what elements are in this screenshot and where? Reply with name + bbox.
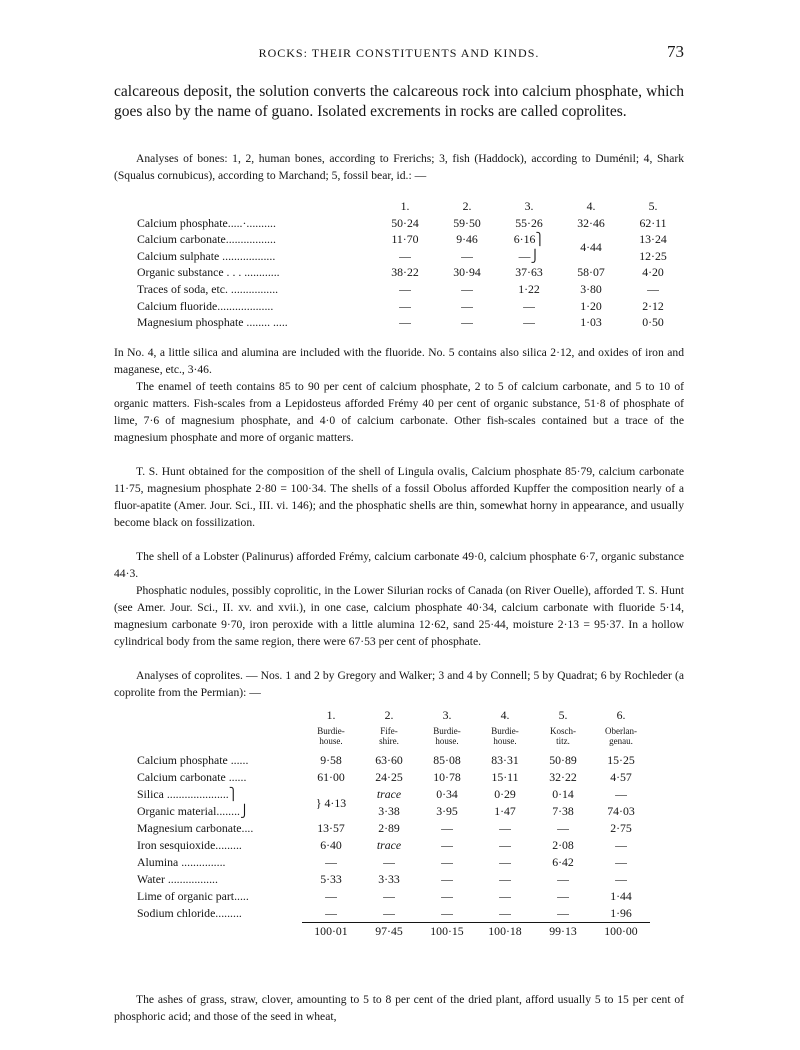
table-row <box>137 752 650 769</box>
table-cell: 30·94 <box>453 265 481 280</box>
table-cell: — <box>441 906 453 920</box>
table-cell: — <box>499 821 511 835</box>
table-row <box>137 281 684 298</box>
table-cell: 2·89 <box>378 821 400 835</box>
row-label: Organic material........⎭ <box>137 804 249 818</box>
brace-top-icon: ⎫ <box>535 232 545 247</box>
table-cell: — <box>557 872 569 886</box>
table-cell: — <box>499 838 511 852</box>
table-cell: — <box>557 821 569 835</box>
brace-icon: } <box>315 795 325 810</box>
table-row <box>137 905 650 923</box>
total-cell: 100·01 <box>302 923 360 941</box>
table-cell: 9·46 <box>456 232 478 247</box>
table-cell: 10·78 <box>433 770 461 784</box>
row-label: Calcium phosphate ...... <box>137 753 249 767</box>
paragraph-coprolites-intro: Analyses of coprolites. — Nos. 1 and 2 by Gregory and Walker; 3 and 4 by Connell; 5 by Quadrat; 6 by Rochleder (a coprolite from the Permian): — <box>114 669 684 699</box>
table-cell: 0·34 <box>436 787 458 801</box>
total-cell: 100·00 <box>592 923 650 941</box>
brace-top-icon: ⎫ <box>228 787 238 801</box>
table-cell: — <box>557 889 569 903</box>
bracketed-cell: } 4·13 <box>315 795 347 810</box>
row-label: Organic substance . . . ............ <box>137 265 280 280</box>
table-cell: — <box>441 889 453 903</box>
table-cell: — <box>383 855 395 869</box>
table-cell: — <box>615 872 627 886</box>
table-cell: 1·22 <box>518 281 540 296</box>
total-cell: 99·13 <box>534 923 592 941</box>
table-cell: 63·60 <box>375 753 403 767</box>
coprolites-analysis-table <box>137 706 650 940</box>
row-label: Calcium sulphate .................. <box>137 248 276 263</box>
table-cell: trace <box>376 787 402 801</box>
column-header: 5. <box>558 707 568 722</box>
locality-label: Burdie- house. <box>317 726 345 746</box>
column-header: 1. <box>326 707 336 722</box>
table-cell: 0·29 <box>494 787 516 801</box>
table-row <box>137 854 650 871</box>
table-cell: — <box>441 821 453 835</box>
table-cell: 1·96 <box>610 906 632 920</box>
table-cell: 62·11 <box>639 215 667 230</box>
table-cell: 13·57 <box>317 821 345 835</box>
table-cell: — <box>615 787 627 801</box>
brace-bottom-icon: ⎭ <box>530 248 540 263</box>
row-label: Traces of soda, etc. ................ <box>137 281 279 296</box>
page-header <box>114 44 684 66</box>
row-label: Calcium carbonate ...... <box>137 770 247 784</box>
table-cell: 3·33 <box>378 872 400 886</box>
table-cell: — <box>647 281 659 296</box>
table-cell: — <box>523 298 535 313</box>
table-cell: 32·46 <box>577 215 605 230</box>
table-cell: 61·00 <box>317 770 345 784</box>
table-cell: — <box>441 838 453 852</box>
row-label: Magnesium phosphate ........ ..... <box>137 315 288 330</box>
table-cell: 32·22 <box>549 770 577 784</box>
table-row <box>137 215 684 232</box>
table-cell: — <box>499 889 511 903</box>
table-cell: — <box>325 855 337 869</box>
table-cell: 6·40 <box>320 838 342 852</box>
bones-analysis-table <box>137 198 684 331</box>
table-cell: 6·42 <box>552 855 574 869</box>
table-cell: 50·24 <box>391 215 419 230</box>
paragraph-lobster: The shell of a Lobster (Palinurus) afforded Frémy, calcium carbonate 49·0, calcium phosphate 6·7, organic substance 44·3. <box>114 550 684 580</box>
paragraph-bones-intro: Analyses of bones: 1, 2, human bones, according to Frerichs; 3, fish (Haddock), according to Duménil; 4, Shark (Squalus cornubicus), according to Marchand; 5, fossil bear, id.: — <box>114 152 684 182</box>
table-cell: 74·03 <box>607 804 635 818</box>
table-cell: 2·08 <box>552 838 574 852</box>
table-cell: — <box>399 248 411 263</box>
table-header-row <box>137 706 650 724</box>
table-cell: 50·89 <box>549 753 577 767</box>
table-cell: — <box>461 315 473 330</box>
row-label: Magnesium carbonate.... <box>137 821 254 835</box>
table-header-row <box>137 198 684 215</box>
table-cell: — <box>499 906 511 920</box>
table-cell: — <box>499 872 511 886</box>
table-row <box>137 888 650 905</box>
table-cell: — <box>499 855 511 869</box>
table-cell: 13·24 <box>639 232 667 247</box>
table-cell: — <box>325 889 337 903</box>
table-cell: 59·50 <box>453 215 481 230</box>
table-cell: 2·12 <box>642 298 664 313</box>
table-cell: 12·25 <box>639 248 667 263</box>
table-row <box>137 231 684 248</box>
table-cell: —⎭ <box>518 248 540 263</box>
row-label: Lime of organic part..... <box>137 889 249 903</box>
table-row <box>137 837 650 854</box>
column-header: 5. <box>648 199 658 213</box>
table-row <box>137 314 684 331</box>
table-cell: 15·11 <box>491 770 519 784</box>
table-cell: — <box>441 872 453 886</box>
running-title: ROCKS: THEIR CONSTITUENTS AND KINDS. <box>258 46 540 60</box>
table-cell: 3·95 <box>436 804 458 818</box>
locality-label: Oberlan- genau. <box>605 726 637 746</box>
column-header: 2. <box>384 707 394 722</box>
table-cell: — <box>399 315 411 330</box>
table-cell: 85·08 <box>433 753 461 767</box>
row-label: Iron sesquioxide......... <box>137 838 242 852</box>
table-cell: — <box>615 838 627 852</box>
table-cell: — <box>325 906 337 920</box>
table-cell: — <box>399 281 411 296</box>
table-row <box>137 298 684 315</box>
table-cell: 83·31 <box>491 753 519 767</box>
locality-label: Fife- shire. <box>379 726 399 746</box>
table-cell: 9·58 <box>320 753 342 767</box>
column-header: 1. <box>400 199 410 213</box>
table-cell: 7·38 <box>552 804 574 818</box>
row-label: Calcium phosphate.....·.......... <box>137 215 276 230</box>
column-header: 6. <box>616 707 626 722</box>
row-label: Calcium carbonate................. <box>137 232 276 247</box>
table-cell: — <box>399 298 411 313</box>
page-number: 73 <box>667 42 684 61</box>
table-cell: 4·20 <box>642 265 664 280</box>
table-cell: 11·70 <box>391 232 419 247</box>
paragraph-lingula: T. S. Hunt obtained for the composition of the shell of Lingula ovalis, Calcium phosphate 85·79, calcium carbonate 11·75, magnesium phosphate 2·80 = 100·34. The shells of a fossil Obolus afforded Kupffer the composition nearly of a fluor-apatite (Amer. Jour. Sci., III. vi. 146); and the phosphatic shells are thin, somewhat horny in appearance, and usually become black on fossilization. <box>114 465 684 529</box>
column-header: 4. <box>500 707 510 722</box>
row-label: Water ................. <box>137 872 218 886</box>
table-cell: — <box>441 855 453 869</box>
table-cell: — <box>523 315 535 330</box>
brace-bottom-icon: ⎭ <box>239 804 249 818</box>
row-label: Calcium fluoride................... <box>137 298 274 313</box>
row-label: Silica .....................⎫ <box>137 787 238 801</box>
paragraph-nodules: Phosphatic nodules, possibly coprolitic, in the Lower Silurian rocks of Canada (on River Ouelle), afforded T. S. Hunt (see Amer. Jour. Sci., II. xv. and xvii.), in one case, calcium phosphate 40·34, calcium carbonate with fluoride 5·14, magnesium carbonate 9·70, iron peroxide with a little alumina 12·62, sand 25·44, moisture 2·13 = 95·37. In a hollow cylindrical body from the same region, there were 67·53 per cent of phosphate. <box>114 584 684 648</box>
table-cell: 58·07 <box>577 265 605 280</box>
table-cell: 55·26 <box>515 215 543 230</box>
total-cell: 97·45 <box>360 923 418 941</box>
locality-label: Kosch- titz. <box>550 726 576 746</box>
row-label: Alumina ............... <box>137 855 226 869</box>
locality-label: Burdie- house. <box>433 726 461 746</box>
bracketed-cell: 4·44 <box>580 240 602 255</box>
table-cell: 1·47 <box>494 804 516 818</box>
totals-row <box>137 923 650 941</box>
table-cell: 1·20 <box>580 298 602 313</box>
table-row <box>137 264 684 281</box>
locality-label: Burdie- house. <box>491 726 519 746</box>
table-cell: 4·57 <box>610 770 632 784</box>
table-cell: 2·75 <box>610 821 632 835</box>
table-cell: 38·22 <box>391 265 419 280</box>
table-cell: — <box>615 855 627 869</box>
table-row <box>137 871 650 888</box>
paragraph-ashes: The ashes of grass, straw, clover, amounting to 5 to 8 per cent of the dried plant, afford usually 5 to 15 per cent of phosphoric acid; and those of the seed in wheat, <box>114 993 684 1023</box>
table-cell: 6·16⎫ <box>513 232 545 247</box>
table-cell: 1·44 <box>610 889 632 903</box>
table-cell: — <box>461 281 473 296</box>
column-header: 4. <box>586 199 596 213</box>
table-cell: — <box>461 248 473 263</box>
table-cell: — <box>461 298 473 313</box>
paragraph-note-no4: In No. 4, a little silica and alumina are included with the fluoride. No. 5 contains also silica 2·12, and oxides of iron and maganese, etc., 3·46. <box>114 346 684 376</box>
column-header: 3. <box>442 707 452 722</box>
table-cell: 5·33 <box>320 872 342 886</box>
table-cell: 37·63 <box>515 265 543 280</box>
column-header: 2. <box>462 199 472 213</box>
table-row <box>137 769 650 786</box>
table-cell: 1·03 <box>580 315 602 330</box>
table-cell: 3·38 <box>378 804 400 818</box>
total-cell: 100·18 <box>476 923 534 941</box>
paragraph-enamel: The enamel of teeth contains 85 to 90 per cent of calcium phosphate, 2 to 5 of calcium carbonate, and 5 to 10 of organic matters. Fish-scales from a Lepidosteus afforded Frémy 40 per cent of organic substance, 51·8 of phosphate of lime, 7·6 of magnesium phosphate, and 4·0 of calcium carbonate. Other fish-scales contained but a trace of the magnesium phosphate and more of organic matters. <box>114 380 684 444</box>
total-cell: 100·15 <box>418 923 476 941</box>
paragraph-guano: calcareous deposit, the solution converts the calcareous rock into calcium phosphate, which goes also by the name of guano. Isolated excrements in rocks are called coprolites. <box>114 83 684 120</box>
locality-row <box>137 724 650 752</box>
table-row <box>137 820 650 837</box>
table-row <box>137 803 650 820</box>
table-cell: 3·80 <box>580 281 602 296</box>
table-cell: 15·25 <box>607 753 635 767</box>
column-header: 3. <box>524 199 534 213</box>
table-cell: — <box>383 906 395 920</box>
table-cell: — <box>557 906 569 920</box>
table-cell: 0·14 <box>552 787 574 801</box>
table-cell: 24·25 <box>375 770 403 784</box>
row-label: Sodium chloride......... <box>137 906 242 921</box>
table-cell: trace <box>376 838 402 852</box>
table-cell: — <box>383 889 395 903</box>
table-cell: 0·50 <box>642 315 664 330</box>
table-row <box>137 786 650 803</box>
